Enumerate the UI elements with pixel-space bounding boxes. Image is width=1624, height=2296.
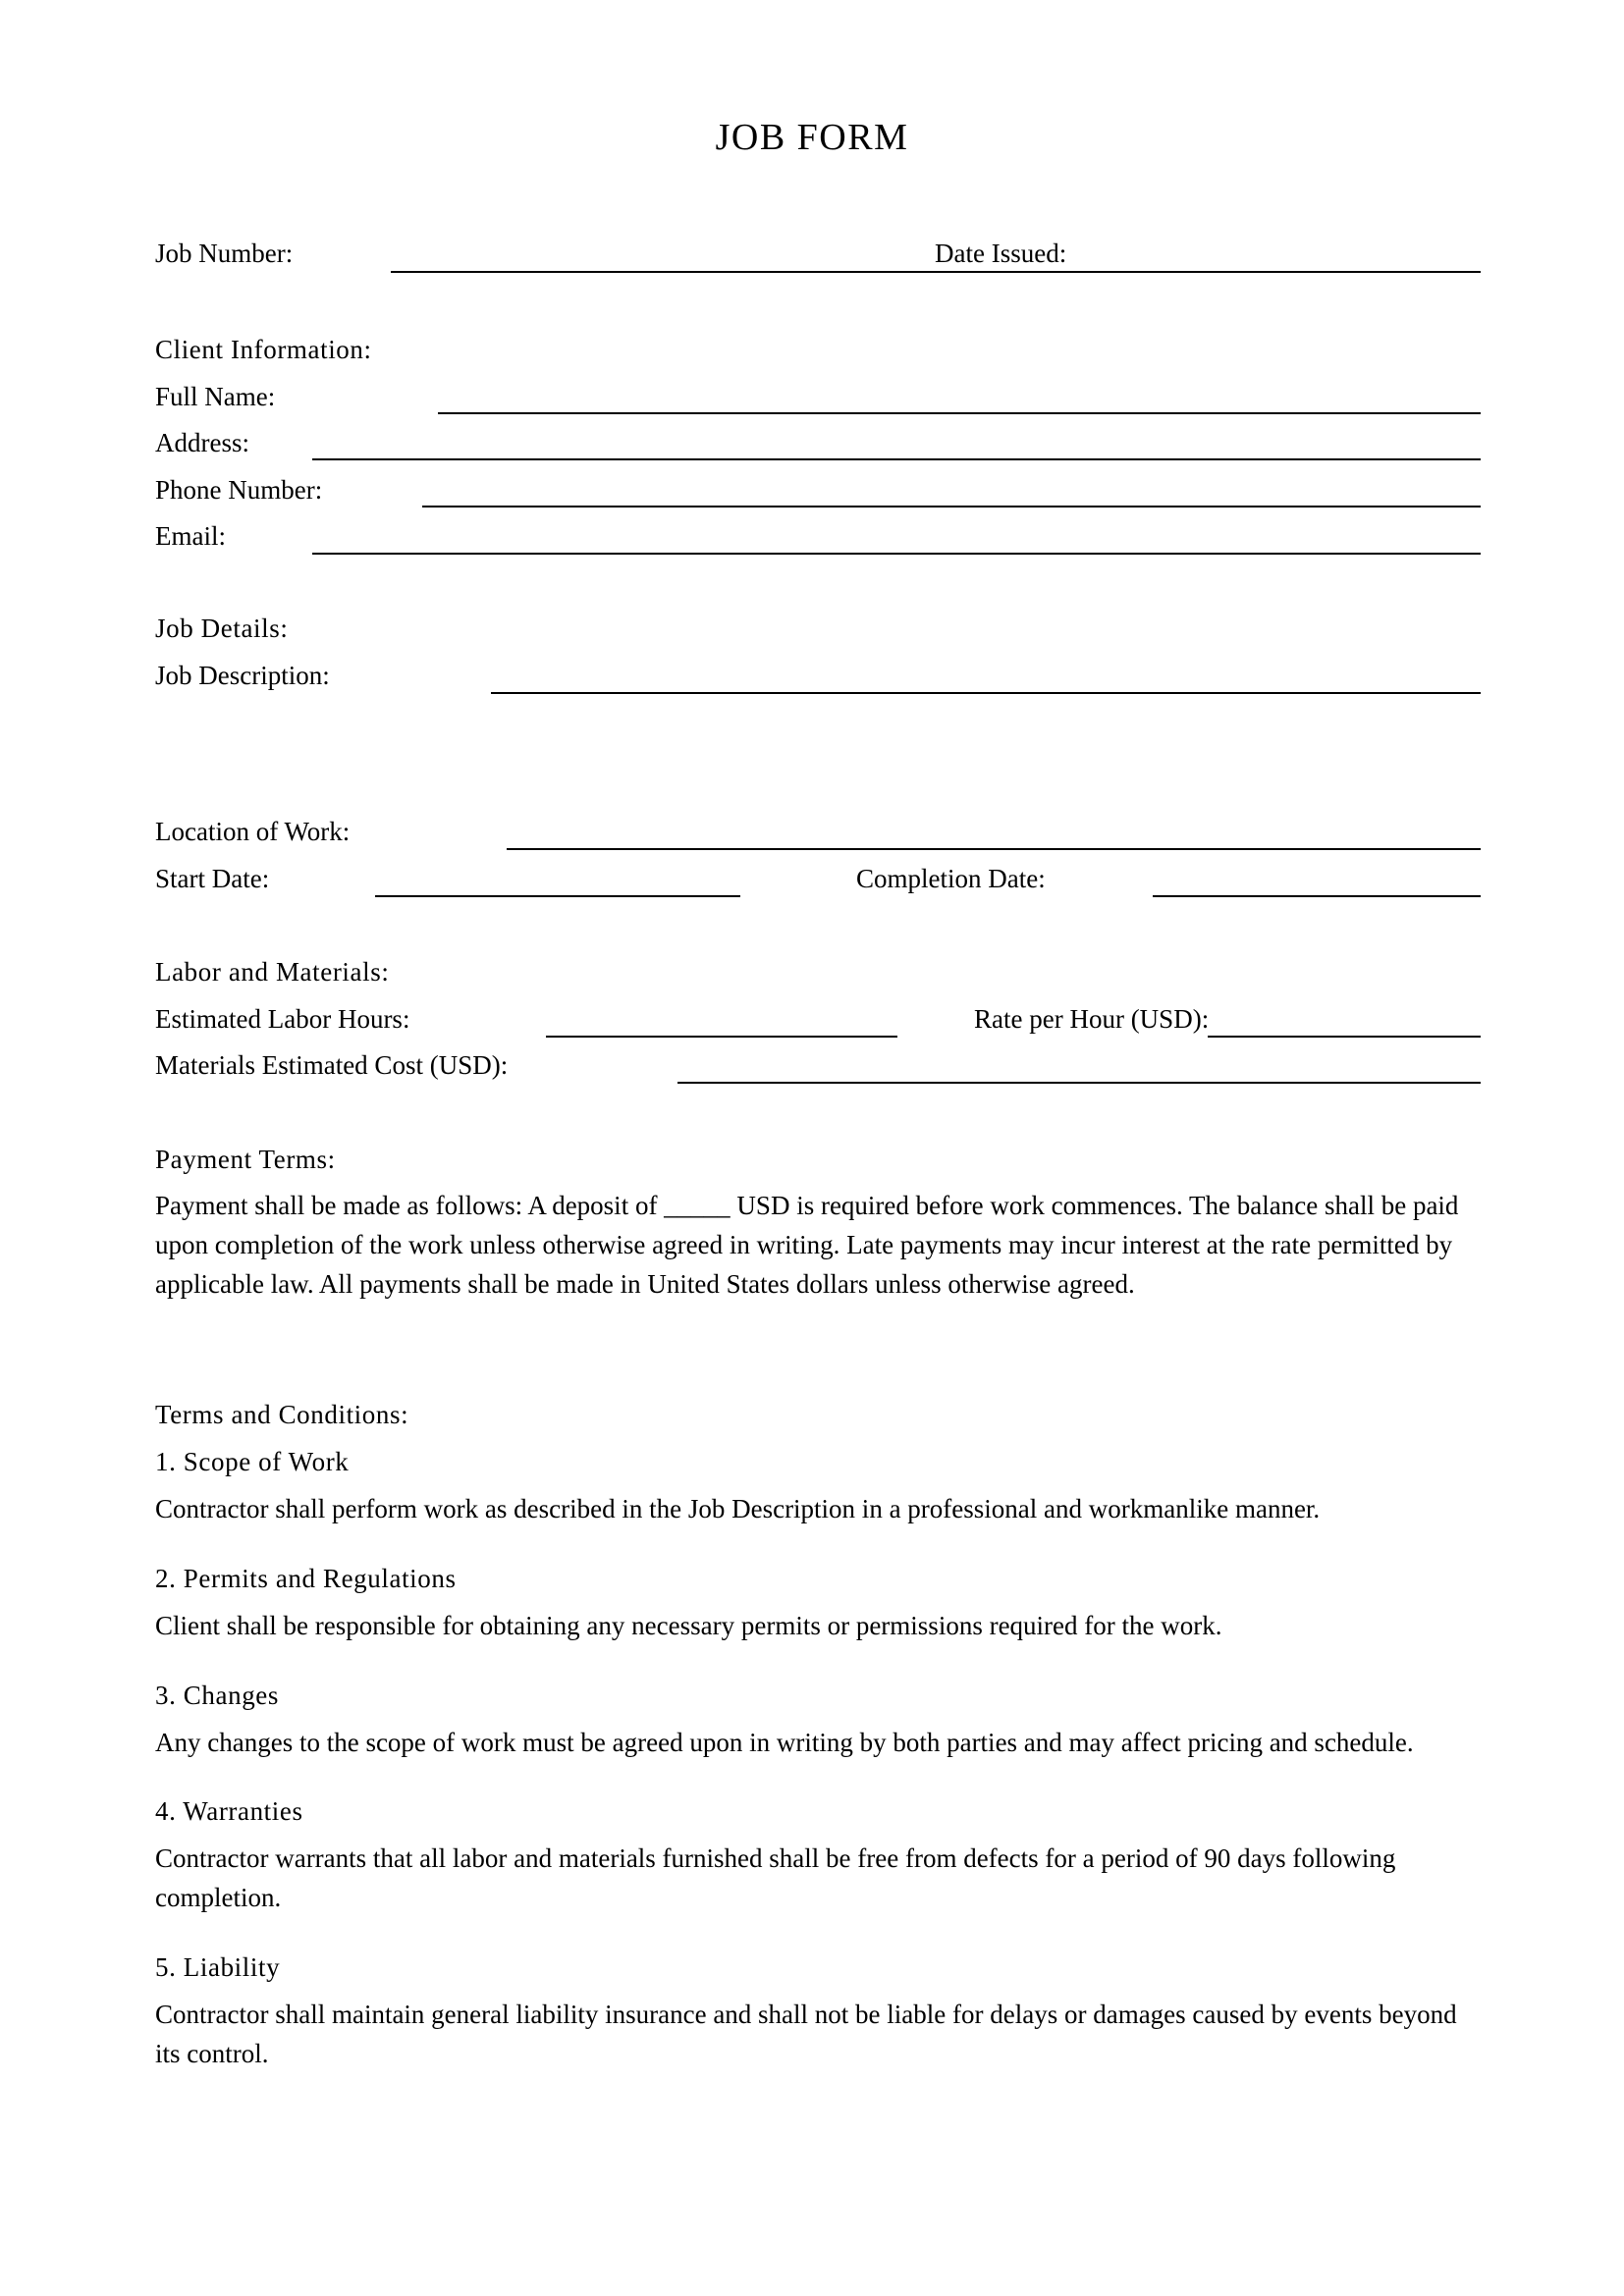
- term-title: 4. Warranties: [155, 1796, 303, 1826]
- rate-per-hour-field[interactable]: [1208, 1036, 1481, 1038]
- email-label: Email:: [155, 521, 226, 551]
- term-text: Contractor shall maintain general liability insurance and shall not be liable for delays or damages caused by events beyond its control.: [155, 2000, 1457, 2068]
- labor-materials-heading: Labor and Materials:: [155, 957, 390, 987]
- materials-cost-label: Materials Estimated Cost (USD):: [155, 1050, 509, 1080]
- job-details-heading: Job Details:: [155, 614, 289, 643]
- term-title: 3. Changes: [155, 1681, 279, 1710]
- term-text: Contractor shall perform work as described in the Job Description in a professional and workmanlike manner.: [155, 1494, 1321, 1523]
- materials-cost-field[interactable]: [677, 1082, 1481, 1084]
- completion-date-field[interactable]: [1153, 895, 1481, 897]
- date-issued-label: Date Issued:: [935, 239, 1067, 268]
- payment-terms-heading: Payment Terms:: [155, 1145, 336, 1174]
- location-of-work-label: Location of Work:: [155, 817, 351, 846]
- address-field[interactable]: [312, 458, 1481, 460]
- email-field[interactable]: [312, 553, 1481, 555]
- start-date-field[interactable]: [375, 895, 740, 897]
- start-date-label: Start Date:: [155, 864, 270, 893]
- estimated-labor-hours-label: Estimated Labor Hours:: [155, 1004, 410, 1034]
- full-name-field[interactable]: [438, 412, 1481, 414]
- job-description-field[interactable]: [491, 692, 1481, 694]
- term-title: 2. Permits and Regulations: [155, 1564, 457, 1593]
- job-number-field[interactable]: [391, 271, 1481, 273]
- term-text: Any changes to the scope of work must be agreed upon in writing by both parties and may affect pricing and schedule.: [155, 1728, 1414, 1757]
- location-of-work-field[interactable]: [507, 848, 1481, 850]
- term-title: 1. Scope of Work: [155, 1447, 350, 1476]
- term-text: Contractor warrants that all labor and materials furnished shall be free from defects for a period of 90 days following completion.: [155, 1843, 1396, 1912]
- address-label: Address:: [155, 428, 249, 457]
- estimated-labor-hours-field[interactable]: [546, 1036, 897, 1038]
- job-description-label: Job Description:: [155, 661, 330, 690]
- page-title: JOB FORM: [715, 117, 909, 158]
- term-text: Client shall be responsible for obtaining any necessary permits or permissions required for the work.: [155, 1611, 1222, 1640]
- completion-date-label: Completion Date:: [856, 864, 1046, 893]
- phone-number-label: Phone Number:: [155, 475, 323, 505]
- full-name-label: Full Name:: [155, 382, 276, 411]
- term-title: 5. Liability: [155, 1952, 281, 1982]
- payment-terms-text: Payment shall be made as follows: A deposit of _____ USD is required before work commences. The balance shall be paid upon completion of the work unless otherwise agreed in writing. Late payments may incur interest at the rate permitted by applicable law. All payments shall be made in United States dollars unless otherwise agreed.: [155, 1191, 1459, 1299]
- rate-per-hour-label: Rate per Hour (USD):: [974, 1004, 1210, 1034]
- client-information-heading: Client Information:: [155, 335, 372, 364]
- job-number-label: Job Number:: [155, 239, 294, 268]
- phone-number-field[interactable]: [422, 506, 1481, 507]
- terms-conditions-heading: Terms and Conditions:: [155, 1400, 409, 1429]
